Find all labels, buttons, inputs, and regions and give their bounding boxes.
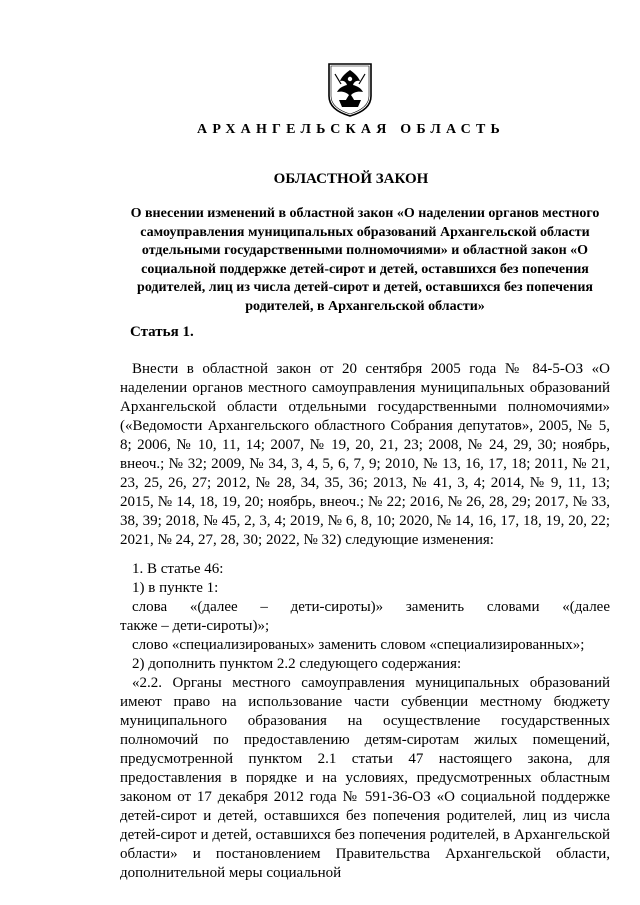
article-body <box>120 360 610 883</box>
region-name: АРХАНГЕЛЬСКАЯ ОБЛАСТЬ <box>197 122 505 137</box>
item-1: 1. В статье 46: <box>132 561 224 577</box>
subitem-1: 1) в пункте 1: <box>132 580 219 596</box>
law-title: О внесении изменений в областной закон «О наделении органов местного самоуправления муниципальных образований Архангельской области отдельными государственными полномочиями» и областной закон «О социальной поддержке детей-сирот и детей, оставшихся без попечения родителей, лиц из числа детей-сирот и детей, оставшихся без попечения родителей, в Архангельской области» <box>130 206 600 314</box>
coat-of-arms-emblem <box>325 60 375 118</box>
word-replace-line: слово «специализированых» заменить словом «специализированных»; <box>132 637 585 653</box>
law-type: ОБЛАСТНОЙ ЗАКОН <box>273 171 429 187</box>
subitem-2: 2) дополнить пунктом 2.2 следующего содержания: <box>132 656 462 672</box>
words-replace-line-1: слова «(далее – дети-сироты)» заменить словами «(далее <box>132 599 610 615</box>
article-intro-paragraph: Внести в областной закон от 20 сентября 2005 года № 84-5-ОЗ «О наделении органов местного самоуправления муниципальных образований Архангельской области отдельными государственными полномочиями» («Ведомости Архангельского областного Собрания депутатов», 2005, № 5, 8; 2006, № 10, 11, 14; 2007, № 19, 20, 21, 23; 2008, № 24, 29, 30; ноябрь, внеоч.; № 32; 2009, № 34, 3, 4, 5, 6, 7, 9; 2010, № 13, 16, 17, 18; 2011, № 21, 23, 25, 26, 27; 2012, № 28, 34, 35, 36; 2013, № 41, 3, 4; 2014, № 9, 11, 13; 2015, № 14, 18, 19, 20; ноябрь, внеоч.; № 22; 2016, № 26, 28, 29; 2017, № 33, 38, 39; 2018, № 45, 2, 3, 4; 2019, № 6, 8, 10; 2020, № 14, 16, 17, 18, 19, 20, 22; 2021, № 24, 27, 28, 30; 2022, № 32) следующие изменения: <box>120 361 610 548</box>
article-heading: Статья 1. <box>130 324 194 340</box>
words-replace-line-2: также – дети-сироты)»; <box>120 618 270 634</box>
quoted-paragraph-2-2: «2.2. Органы местного самоуправления муниципальных образований имеют право на использование части субвенции местному бюджету муниципального образования на осуществление государственных полномочий по предоставлению детям-сиротам жилых помещений, предусмотренной пунктом 2.1 статьи 47 настоящего закона, для предоставления в порядке и на условиях, предусмотренных областным законом от 17 декабря 2012 года № 591-36-ОЗ «О социальной поддержке детей-сирот и детей, оставшихся без попечения родителей, лиц из числа детей-сирот и детей, оставшихся без попечения родителей, в Архангельской области» и постановлением Правительства Архангельской области, дополнительной меры социальной <box>120 675 610 881</box>
